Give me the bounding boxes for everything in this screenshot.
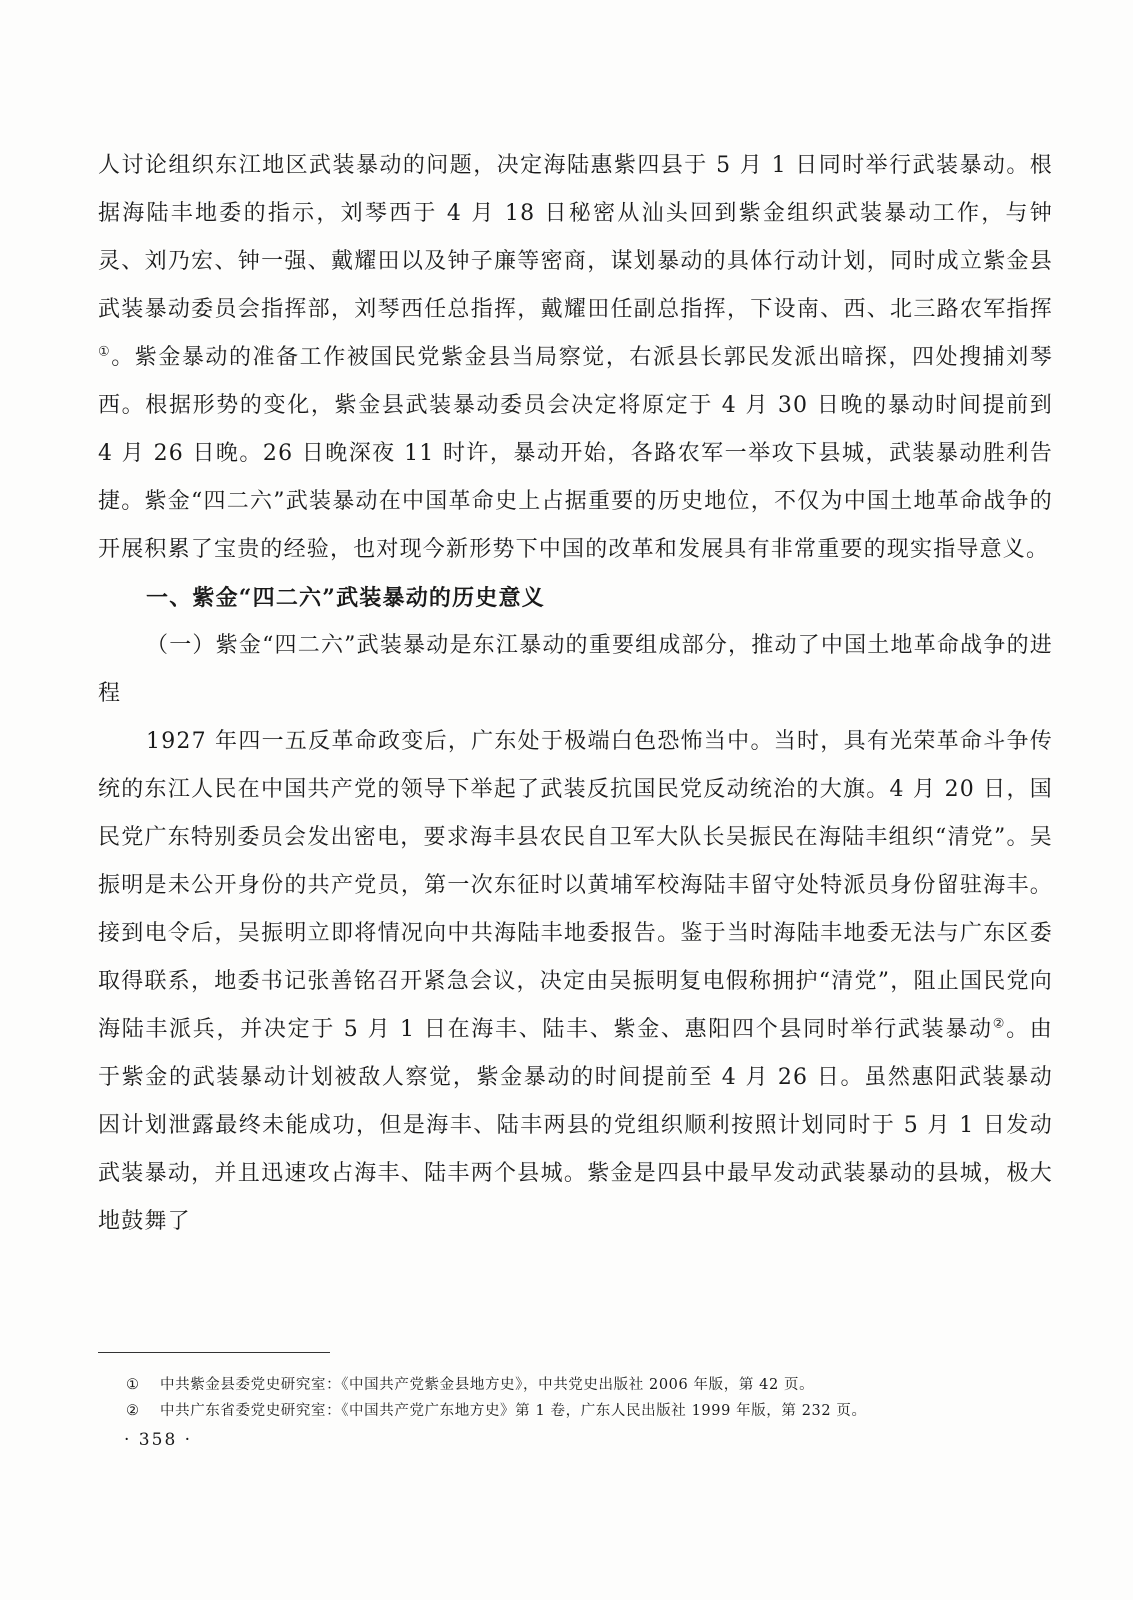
paragraph-continued <box>98 142 1053 574</box>
section-heading: 一、紫金“四二六”武装暴动的历史意义 <box>146 585 545 611</box>
paragraph-text: 。由于紫金的武装暴动计划被敌人察觉，紫金暴动的时间提前至 4 月 26 日。虽然惠阳武装暴动因计划泄露最终未能成功，但是海丰、陆丰两县的党组织顺利按照计划同时于 5 月 1 日发动武装暴动，并且迅速攻占海丰、陆丰两个县城。紫金是四县中最早发动武装暴动的县城，极大地鼓舞了 <box>98 1017 1053 1234</box>
page-number: · 358 · <box>124 1430 193 1450</box>
footnote <box>126 1398 1026 1424</box>
paragraph-text: 人讨论组织东江地区武装暴动的问题，决定海陆惠紫四县于 5 月 1 日同时举行武装暴动。根据海陆丰地委的指示，刘琴西于 4 月 18 日秘密从汕头回到紫金组织武装暴动工作，与钟灵、刘乃宏、钟一强、戴耀田以及钟子廉等密商，谋划暴动的具体行动计划，同时成立紫金县武装暴动委员会指挥部，刘琴西任总指挥，戴耀田任副总指挥，下设南、西、北三路农军指挥 <box>98 153 1053 322</box>
footnotes <box>126 1372 1026 1424</box>
subsection-heading: （一）紫金“四二六”武装暴动是东江暴动的重要组成部分，推动了中国土地革命战争的进程 <box>98 633 1053 706</box>
main-text <box>98 142 1053 1246</box>
paragraph-text: 1927 年四一五反革命政变后，广东处于极端白色恐怖当中。当时，具有光荣革命斗争传统的东江人民在中国共产党的领导下举起了武装反抗国民党反动统治的大旗。4 月 20 日，国民党广东特别委员会发出密电，要求海丰县农民自卫军大队长吴振民在海陆丰组织“清党”。吴振明是未公开身份的共产党员，第一次东征时以黄埔军校海陆丰留守处特派员身份留驻海丰。接到电令后，吴振明立即将情况向中共海陆丰地委报告。鉴于当时海陆丰地委无法与广东区委取得联系，地委书记张善铭召开紧急会议，决定由吴振明复电假称拥护“清党”，阻止国民党向海陆丰派兵，并决定于 5 月 1 日在海丰、陆丰、紫金、惠阳四个县同时举行武装暴动 <box>98 729 1053 1042</box>
footnote-text: 中共广东省委党史研究室：《中国共产党广东地方史》第 1 卷，广东人民出版社 1999 年版，第 232 页。 <box>160 1403 867 1419</box>
footnote-mark: ② <box>126 1403 140 1419</box>
paragraph-text: 。紫金暴动的准备工作被国民党紫金县当局察觉，右派县长郭民发派出暗探，四处搜捕刘琴西。根据形势的变化，紫金县武装暴动委员会决定将原定于 4 月 30 日晚的暴动时间提前到 4 月 26 日晚。26 日晚深夜 11 时许，暴动开始，各路农军一举攻下县城，武装暴动胜利告捷。紫金“四二六”武装暴动在中国革命史上占据重要的历史地位，不仅为中国土地革命战争的开展积累了宝贵的经验，也对现今新形势下中国的改革和发展具有非常重要的现实指导意义。 <box>98 345 1053 562</box>
footnote-mark: ① <box>126 1377 140 1393</box>
footnote-divider <box>98 1352 330 1353</box>
paragraph <box>98 718 1053 1246</box>
footnote-text: 中共紫金县委党史研究室：《中国共产党紫金县地方史》，中共党史出版社 2006 年版，第 42 页。 <box>160 1377 815 1393</box>
footnote-reference[interactable]: ② <box>992 1016 1007 1032</box>
footnote <box>126 1372 1026 1398</box>
footnote-reference[interactable]: ① <box>98 344 112 360</box>
